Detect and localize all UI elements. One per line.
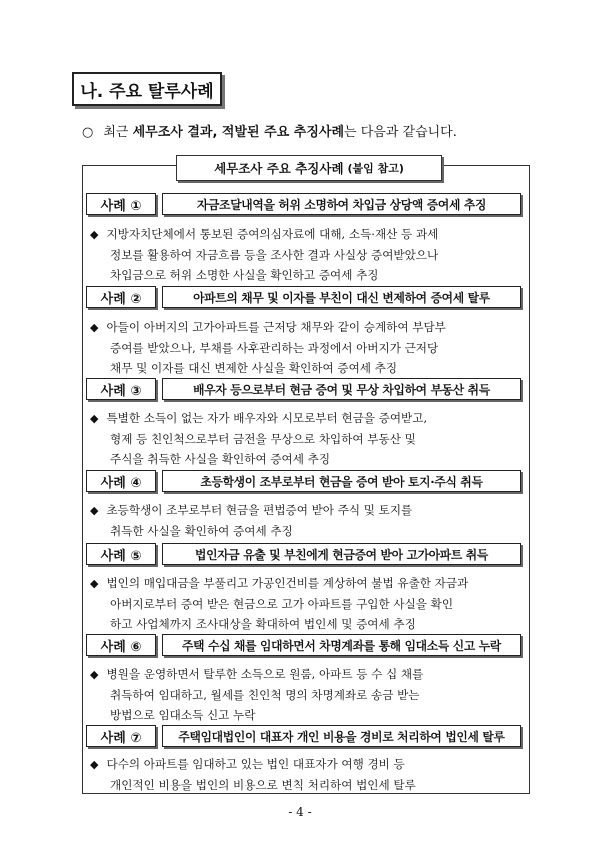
case-line: 아버지로부터 증여 받은 현금으로 고가 아파트를 구입한 사실을 확인	[110, 597, 454, 611]
case-header-6	[86, 634, 521, 656]
case-body-6	[90, 664, 522, 725]
box-title	[176, 155, 442, 181]
case-body-1	[90, 224, 522, 285]
intro-suffix: 는 다음과 같습니다.	[344, 125, 457, 140]
case-label: 사례 ⑥	[86, 634, 156, 656]
case-label: 사례 ⑦	[86, 725, 156, 747]
case-line: 정보를 활용하여 자금흐름 등을 조사한 결과 사실상 증여받았으나	[110, 248, 439, 262]
case-body-4	[90, 500, 522, 541]
case-line: 주식을 취득한 사실을 확인하여 증여세 추징	[110, 452, 331, 466]
case-line: 차입금으로 허위 소명한 사실을 확인하고 증여세 추징	[110, 268, 379, 282]
case-header-5	[86, 543, 521, 565]
case-title: 초등학생이 조부로부터 현금을 증여 받아 토지·주식 취득	[162, 470, 521, 492]
case-title: 주택임대법인이 대표자 개인 비용을 경비로 처리하여 법인세 탈루	[162, 725, 521, 747]
case-line: ◆ 아들이 아버지의 고가아파트를 근저당 채무와 같이 승계하여 부담부	[90, 320, 446, 334]
intro-bold: 세무조사 결과, 적발된 주요 추징사례	[132, 125, 345, 140]
case-line: ◆ 병원을 운영하면서 탈루한 소득으로 원룸, 아파트 등 수 십 채를	[90, 667, 424, 681]
case-header-1	[86, 193, 521, 215]
case-label: 사례 ③	[86, 378, 156, 400]
case-line: ◆ 특별한 소득이 없는 자가 배우자와 시모로부터 현금을 증여받고,	[90, 411, 428, 425]
case-header-7	[86, 725, 521, 747]
case-line: ◆ 초등학생이 조부로부터 현금을 편법증여 받아 주식 및 토지를	[90, 503, 413, 517]
case-header-4	[86, 470, 521, 492]
section-title: 나. 주요 탈루사례	[72, 72, 222, 106]
intro-prefix: 최근	[103, 125, 133, 140]
case-line: 방법으로 임대소득 신고 누락	[110, 708, 256, 722]
diamond-bullet-icon: ◆	[90, 228, 99, 241]
case-line: 개인적인 비용을 법인의 비용으로 변칙 처리하여 법인세 탈루	[110, 778, 416, 792]
diamond-bullet-icon: ◆	[90, 577, 99, 590]
case-label: 사례 ⑤	[86, 543, 156, 565]
case-title: 자금조달내역을 허위 소명하여 차입금 상당액 증여세 추징	[162, 193, 521, 215]
diamond-bullet-icon: ◆	[90, 412, 99, 425]
box-title-note: (붙임 참고)	[347, 162, 404, 175]
case-line: 채무 및 이자를 대신 변제한 사실을 확인하여 증여세 추징	[110, 361, 398, 375]
case-line: ◆ 법인의 매입대금을 부풀리고 가공인건비를 계상하여 불법 유출한 자금과	[90, 576, 469, 590]
case-line: 하고 사업체까지 조사대상을 확대하여 법인세 및 증여세 추징	[110, 617, 416, 631]
diamond-bullet-icon: ◆	[90, 504, 99, 517]
case-body-7	[90, 754, 522, 795]
case-body-2	[90, 317, 522, 378]
case-line: ◆ 지방자치단체에서 통보된 증여의심자료에 대해, 소득·재산 등 과세	[90, 227, 439, 241]
case-line: ◆ 다수의 아파트를 임대하고 있는 법인 대표자가 여행 경비 등	[90, 757, 405, 771]
case-label: 사례 ④	[86, 470, 156, 492]
intro-paragraph	[82, 121, 457, 140]
case-body-5	[90, 573, 522, 634]
case-line: 형제 등 친인척으로부터 금전을 무상으로 차입하여 부동산 및	[110, 432, 416, 446]
case-body-3	[90, 408, 522, 469]
case-label: 사례 ②	[86, 286, 156, 308]
case-label: 사례 ①	[86, 193, 156, 215]
case-line: 취득한 사실을 확인하여 증여세 추징	[110, 524, 293, 538]
case-header-2	[86, 286, 521, 308]
diamond-bullet-icon: ◆	[90, 668, 99, 681]
diamond-bullet-icon: ◆	[90, 758, 99, 771]
diamond-bullet-icon: ◆	[90, 321, 99, 334]
case-title: 법인자금 유출 및 부친에게 현금증여 받아 고가아파트 취득	[162, 543, 521, 565]
case-title: 아파트의 채무 및 이자를 부친이 대신 변제하여 증여세 탈루	[162, 286, 521, 308]
case-title: 배우자 등으로부터 현금 증여 및 무상 차입하여 부동산 취득	[162, 378, 521, 400]
box-title-main: 세무조사 주요 추징사례	[214, 161, 344, 176]
case-header-3	[86, 378, 521, 400]
case-title: 주택 수십 채를 임대하면서 차명계좌를 통해 임대소득 신고 누락	[162, 634, 521, 656]
case-line: 증여를 받았으나, 부채를 사후관리하는 과정에서 아버지가 근저당	[110, 341, 439, 355]
circle-bullet-icon: ○	[82, 125, 94, 140]
case-line: 취득하여 임대하고, 월세를 친인척 명의 차명계좌로 송금 받는	[110, 688, 420, 702]
page-number: - 4 -	[288, 805, 312, 819]
